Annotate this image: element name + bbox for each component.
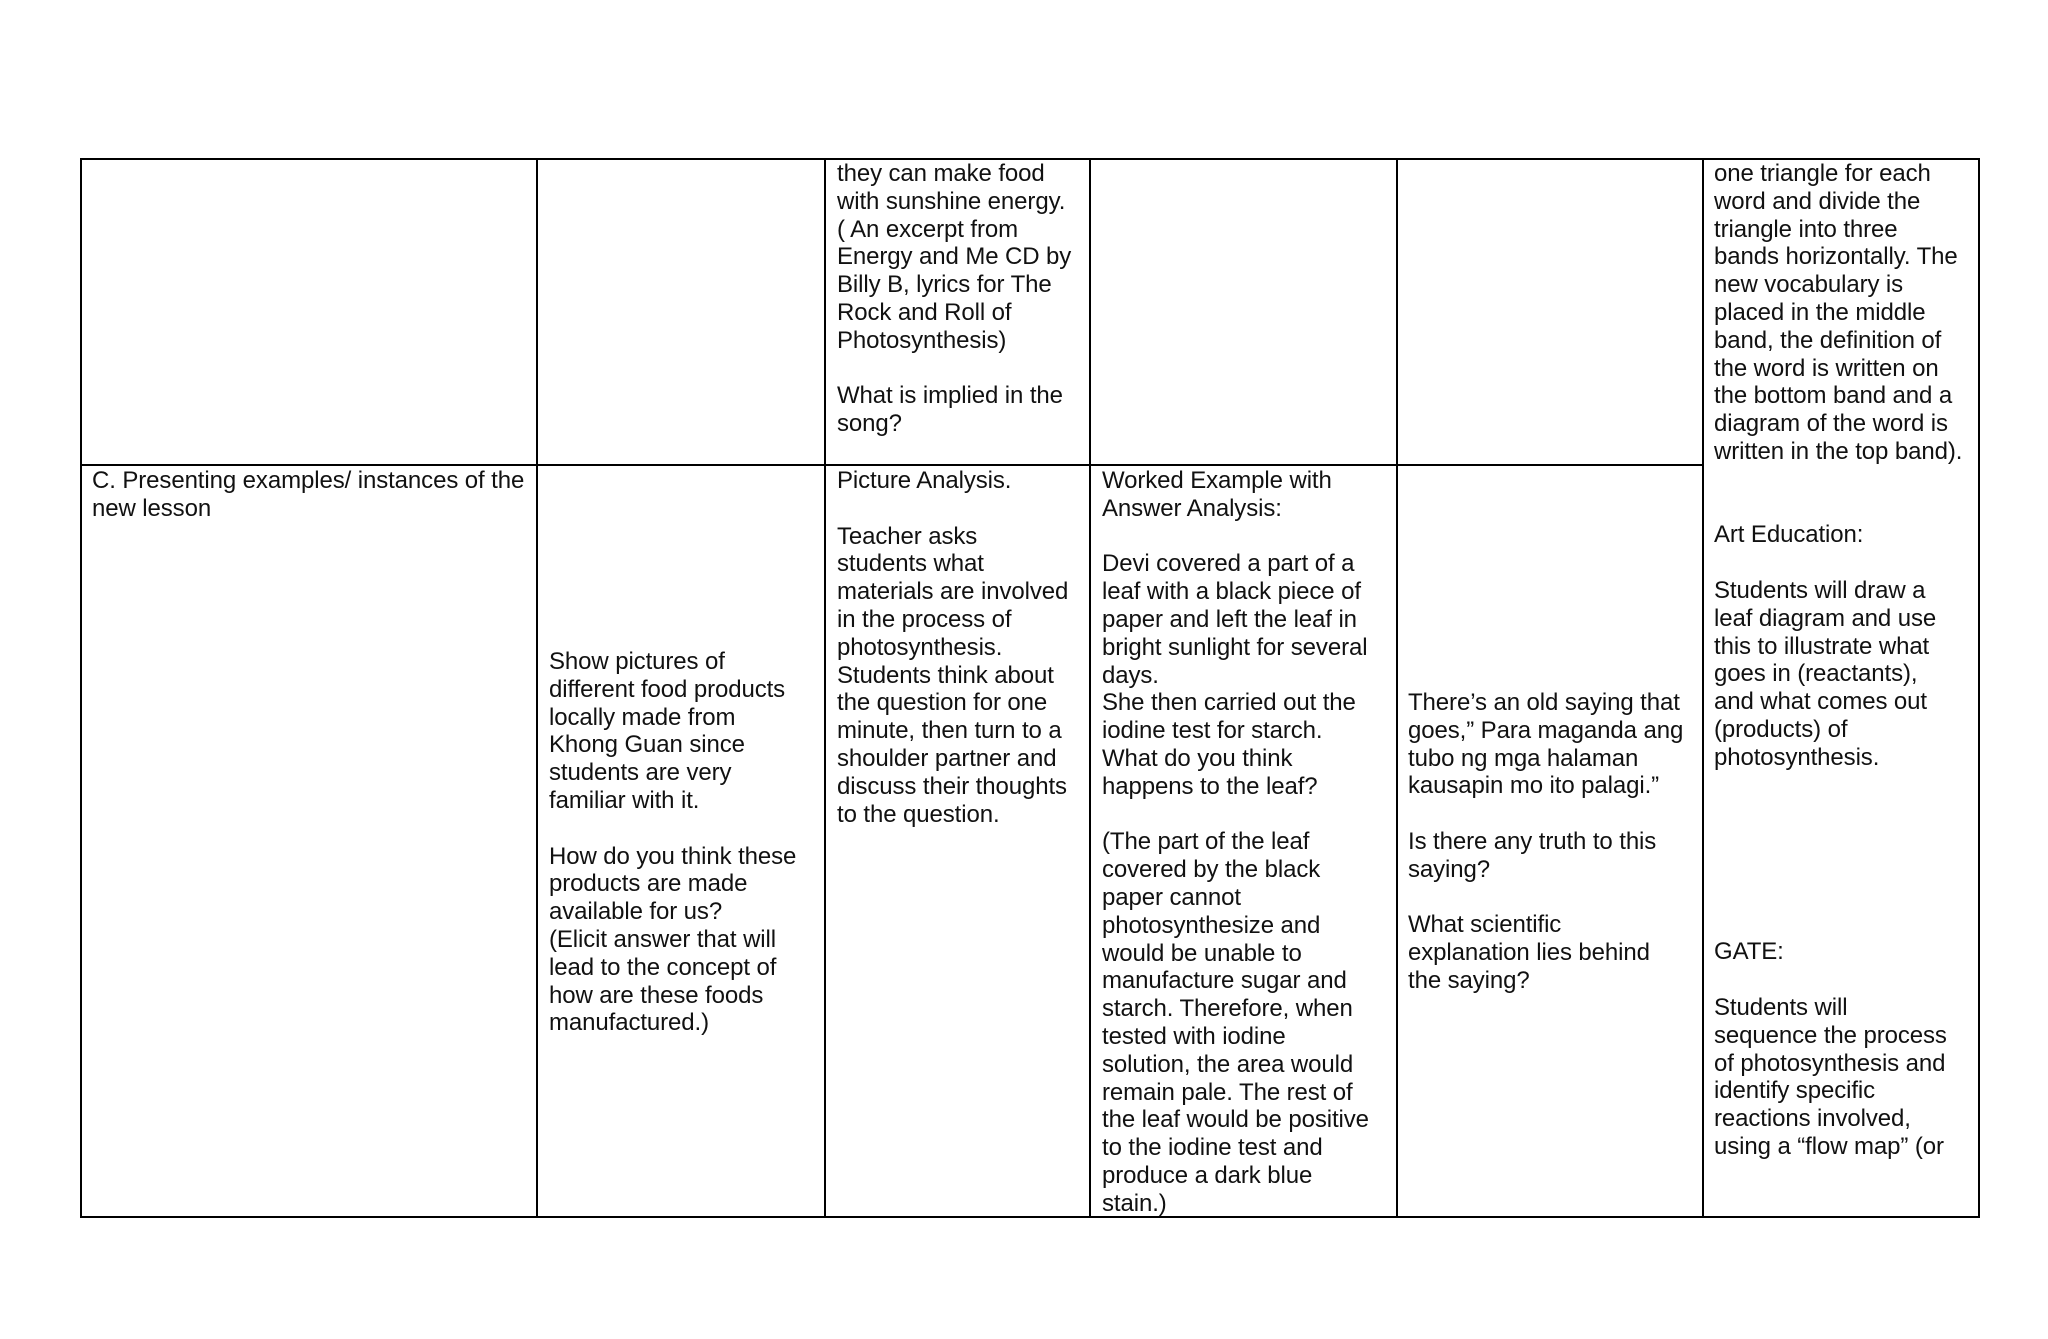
table-border-right xyxy=(1978,158,1980,1218)
song-excerpt-cell: they can make food with sunshine energy. ( An excerpt from Energy and Me CD by Billy B, lyrics for The Rock and Roll of Photosynthesis) What is implied in the song? xyxy=(837,160,1072,438)
column-divider-5 xyxy=(1702,158,1704,1218)
column-divider-2 xyxy=(824,158,826,1218)
row-c-label: C. Presenting examples/ instances of the new lesson xyxy=(92,467,525,522)
table-border-left xyxy=(80,158,82,1218)
old-saying-cell: There’s an old saying that goes,” Para maganda ang tubo ng mga halaman kausapin mo ito palagi.” Is there any truth to this saying? What scientific explanation lies behind the saying? xyxy=(1408,689,1684,994)
integration-cell: one triangle for each word and divide the triangle into three bands horizontally. The new vocabulary is placed in the middle band, the definition of the word is written on the bottom band and a diagram of the word is written in the top band). Art Education: Students will draw a leaf diagram and use this to illustrate what goes in (reactants), and what comes out (products) of photosynthesis. GATE: Students will sequence the process of photosynthesis and identify specific reactions involved, using a “flow map” (or xyxy=(1714,160,1963,1160)
column-divider-1 xyxy=(536,158,538,1218)
row-divider xyxy=(80,464,1702,466)
picture-analysis-cell: Picture Analysis. Teacher asks students what materials are involved in the process of photosynthesis. Students think about the question for one minute, then turn to a shoulder partner and discuss their thoughts to the question. xyxy=(837,467,1069,828)
worked-example-cell: Worked Example with Answer Analysis: Devi covered a part of a leaf with a black piece of paper and left the leaf in bright sunlight for several days. She then carried out the iodine test for starch. What do you think happens to the leaf? (The part of the leaf covered by the black paper cannot photosynthesize and would be unable to manufacture sugar and starch. Therefore, when tested with iodine solution, the area would remain pale. The rest of the leaf would be positive to the iodine test and produce a dark blue stain.) xyxy=(1102,467,1369,1217)
column-divider-3 xyxy=(1089,158,1091,1218)
show-pictures-cell: Show pictures of different food products locally made from Khong Guan since students are very familiar with it. How do you think these products are made available for us? (Elicit answer that will lead to the concept of how are these foods manufactured.) xyxy=(549,648,797,1037)
table-border-bottom xyxy=(80,1216,1980,1218)
column-divider-4 xyxy=(1396,158,1398,1218)
